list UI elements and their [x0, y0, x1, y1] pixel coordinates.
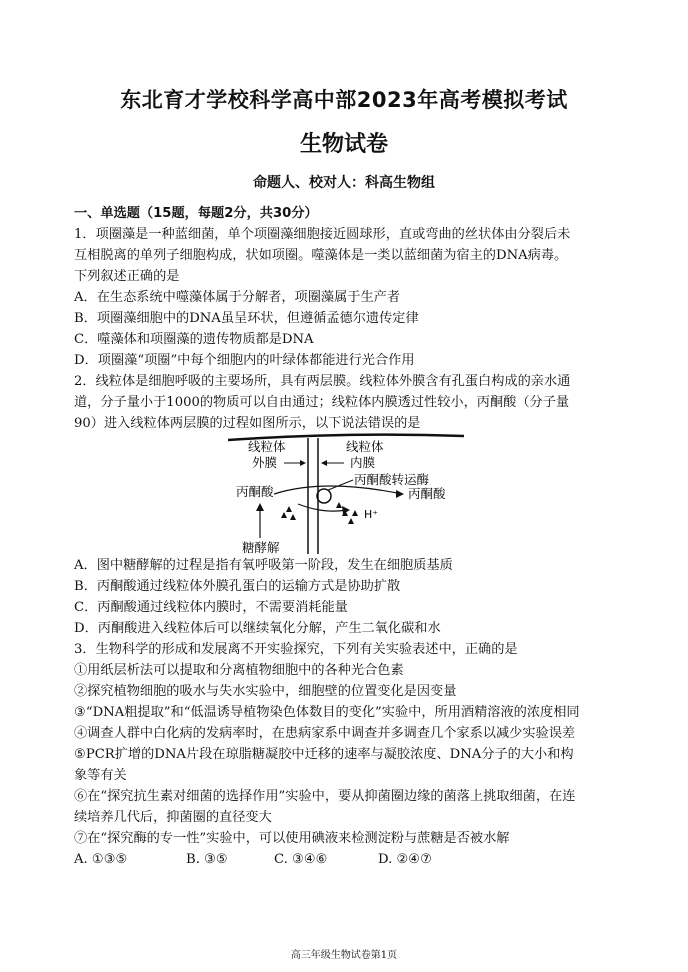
- q2-stem-line: 90）进入线粒体两层膜的过程如图所示，以下说法错误的是: [74, 416, 421, 431]
- q1-option-a: A．在生态系统中噬藻体属于分解者，项圈藻属于生产者: [74, 290, 401, 305]
- q1-option-c: C．噬藻体和项圈藻的遗传物质都是DNA: [74, 332, 314, 347]
- glycolysis-label: 糖酵解: [242, 540, 280, 554]
- q3-option-c: C. ③④⑥: [274, 852, 328, 867]
- transporter-circle: [317, 489, 331, 503]
- proton-label: H⁺: [364, 508, 379, 521]
- q3-statement: ①用纸层析法可以提取和分离植物细胞中的各种光合色素: [74, 663, 404, 678]
- outer-membrane-label-1: 线粒体: [248, 439, 286, 454]
- proton-particles: [281, 502, 358, 524]
- inner-membrane-label-2: 内膜: [350, 455, 376, 470]
- q1-option-d: D．项圈藻“项圈”中每个细胞内的叶绿体都能进行光合作用: [74, 353, 415, 368]
- q3-statement: 续培养几代后，抑菌圈的直径变大: [74, 810, 272, 825]
- mitochondria-diagram: [228, 432, 468, 554]
- page-footer: 高三年级生物试卷第1页: [290, 950, 398, 961]
- q2-stem-line: 2．线粒体是细胞呼吸的主要场所，具有两层膜。线粒体外膜含有孔蛋白构成的亲水通: [74, 374, 571, 389]
- q1-stem-line: 1．项圈藻是一种蓝细菌，单个项圈藻细胞接近圆球形，直或弯曲的丝状体由分裂后未: [74, 227, 571, 242]
- q3-statement: ③“DNA粗提取”和“低温诱导植物染色体数目的变化”实验中，所用酒精溶液的浓度相同: [74, 705, 580, 720]
- authors-line: 命题人、校对人：科高生物组: [253, 175, 435, 191]
- q1-stem-line: 下列叙述正确的是: [74, 269, 180, 284]
- transporter-label: 丙酮酸转运酶: [354, 472, 430, 487]
- q3-statement: ④调查人群中白化病的发病率时，在患病家系中调查并多调查几个家系以减少实验误差: [74, 726, 576, 741]
- q3-option-d: D. ②④⑦: [378, 852, 432, 867]
- section-heading: 一、单选题（15题，每题2分，共30分）: [74, 206, 318, 221]
- inner-membrane-label-1: 线粒体: [346, 439, 384, 454]
- exam-title: 东北育才学校科学高中部2023年高考模拟考试: [120, 88, 568, 112]
- q2-option-d: D．丙酮酸进入线粒体后可以继续氧化分解，产生二氧化碳和水: [74, 621, 441, 636]
- q3-statement: ⑦在“探究酶的专一性”实验中，可以使用碘液来检测淀粉与蔗糖是否被水解: [74, 831, 510, 846]
- q2-option-a: A．图中糖酵解的过程是指有氧呼吸第一阶段，发生在细胞质基质: [74, 558, 453, 573]
- q3-stem-line: 3．生物科学的形成和发展离不开实验探究，下列有关实验表述中，正确的是: [74, 642, 518, 657]
- q1-option-b: B．项圈藻细胞中的DNA虽呈环状，但遵循孟德尔遗传定律: [74, 311, 419, 326]
- outer-membrane-label-2: 外膜: [252, 455, 278, 470]
- q3-options: [74, 851, 432, 869]
- pyruvate-arrow: [274, 486, 402, 494]
- q1-stem-line: 互相脱离的单列子细胞构成，状如项圈。噬藻体是一类以蓝细菌为宿主的DNA病毒。: [74, 248, 568, 263]
- pyruvate-left-label: 丙酮酸: [236, 484, 274, 499]
- subject-title: 生物试卷: [299, 132, 388, 157]
- q3-statement: ⑤PCR扩增的DNA片段在琼脂糖凝胶中迁移的速率与凝胶浓度、DNA分子的大小和构: [74, 747, 574, 762]
- q2-stem-line: 道，分子量小于1000的物质可以自由通过；线粒体内膜透过性较小，丙酮酸（分子量: [74, 395, 570, 410]
- q3-option-a: A. ①③⑤: [74, 852, 128, 867]
- q2-option-c: C．丙酮酸通过线粒体内膜时，不需要消耗能量: [74, 600, 348, 615]
- q3-statement: ②探究植物细胞的吸水与失水实验中，细胞壁的位置变化是因变量: [74, 684, 457, 699]
- q3-statement: ⑥在“探究抗生素对细菌的选择作用”实验中，要从抑菌圈边缘的菌落上挑取细菌，在连: [74, 789, 576, 804]
- q3-statement: 象等有关: [74, 768, 127, 783]
- q3-option-b: B. ③⑤: [186, 852, 228, 867]
- q2-option-b: B．丙酮酸通过线粒体外膜孔蛋白的运输方式是协助扩散: [74, 579, 401, 594]
- pyruvate-right-label: 丙酮酸: [408, 486, 446, 501]
